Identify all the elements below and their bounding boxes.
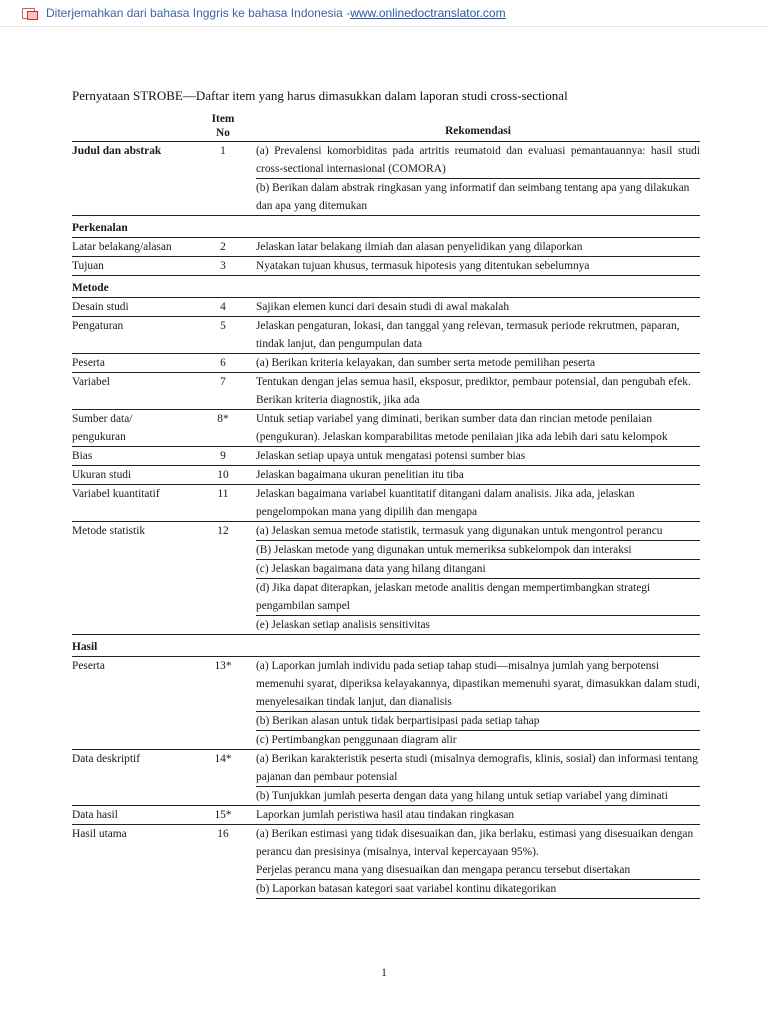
table-row — [72, 541, 700, 560]
item-number: 8* — [190, 410, 256, 447]
recommendation-text: Tentukan dengan jelas semua hasil, eksposur, prediktor, pembaur potensial, dan pengubah efek. Berikan kriteria diagnostik, jika ada — [256, 373, 700, 410]
translator-link[interactable]: www.onlinedoctranslator.com — [350, 6, 506, 20]
table-row — [72, 466, 700, 485]
recommendation-text: (a) Laporkan jumlah individu pada setiap tahap studi—misalnya jumlah yang berpotensi memenuhi syarat, diperiksa kelayakannya, dipastikan memenuhi syarat, dimasukkan dalam studi, menyelesaikan tindak lanjut, dan dianalisis — [256, 657, 700, 712]
recommendation-text: (b) Berikan dalam abstrak ringkasan yang informatif dan seimbang tentang apa yang dilakukan dan apa yang ditemukan — [256, 179, 700, 216]
row-label: Variabel kuantitatif — [72, 485, 190, 522]
recommendation-text: (b) Tunjukkan jumlah peserta dengan data yang hilang untuk setiap variabel yang diminati — [256, 787, 700, 806]
row-label: Metode statistik — [72, 525, 146, 537]
recommendation-text: (b) Laporkan batasan kategori saat variabel kontinu dikategorikan — [256, 880, 700, 899]
item-number: 3 — [190, 257, 256, 276]
strobe-table-container — [72, 110, 700, 899]
row-label: Judul dan abstrak — [72, 145, 162, 157]
item-number: 16 — [217, 828, 229, 840]
recommendation-text: Perjelas perancu mana yang disesuaikan dan mengapa perancu tersebut disertakan — [256, 861, 700, 880]
page-number: 1 — [381, 965, 387, 979]
recommendation-text: (a) Berikan karakteristik peserta studi (misalnya demografis, klinis, sosial) dan informasi tentang pajanan dan pembaur potensial — [256, 750, 700, 787]
item-number: 5 — [190, 317, 256, 354]
table-row — [72, 657, 700, 712]
recommendation-text: Jelaskan bagaimana ukuran penelitian itu tiba — [256, 466, 700, 485]
recommendation-text: (B) Jelaskan metode yang digunakan untuk memeriksa subkelompok dan interaksi — [256, 541, 700, 560]
item-number: 2 — [190, 238, 256, 257]
table-row — [72, 861, 700, 880]
header-rekomendasi: Rekomendasi — [445, 125, 511, 137]
recommendation-text: Laporkan jumlah peristiwa hasil atau tindakan ringkasan — [256, 806, 700, 825]
section-row — [72, 276, 700, 298]
item-number: 6 — [190, 354, 256, 373]
table-row — [72, 522, 700, 541]
table-row — [72, 712, 700, 731]
table-row — [72, 317, 700, 354]
recommendation-text: (c) Pertimbangkan penggunaan diagram alir — [256, 731, 700, 750]
row-label: Variabel — [72, 373, 190, 410]
table-row — [72, 616, 700, 635]
table-row — [72, 485, 700, 522]
table-row — [72, 880, 700, 899]
item-number: 1 — [220, 145, 226, 157]
item-number: 14* — [214, 753, 232, 765]
table-row — [72, 298, 700, 317]
table-row — [72, 373, 700, 410]
row-label: Data deskriptif — [72, 753, 141, 765]
table-row — [72, 731, 700, 750]
recommendation-text: (e) Jelaskan setiap analisis sensitivitas — [256, 616, 700, 635]
table-row — [72, 825, 700, 862]
table-row — [72, 750, 700, 787]
recommendation-text: Nyatakan tujuan khusus, termasuk hipotesis yang ditentukan sebelumnya — [256, 257, 700, 276]
recommendation-text: (a) Berikan estimasi yang tidak disesuaikan dan, jika berlaku, estimasi yang disesuaikan dengan perancu dan presisinya (misalnya, interval kepercayaan 95%). — [256, 828, 694, 858]
section-row — [72, 216, 700, 238]
section-row — [72, 635, 700, 657]
table-row — [72, 354, 700, 373]
recommendation-text: (a) Jelaskan semua metode statistik, termasuk yang digunakan untuk mengontrol perancu — [256, 522, 700, 541]
document-translator-icon — [22, 7, 38, 19]
row-label: Bias — [72, 447, 190, 466]
recommendation-text: (c) Jelaskan bagaimana data yang hilang ditangani — [256, 560, 700, 579]
row-label: Latar belakang/alasan — [72, 238, 190, 257]
item-number: 11 — [190, 485, 256, 522]
table-row — [72, 579, 700, 616]
recommendation-text: Untuk setiap variabel yang diminati, berikan sumber data dan rincian metode penilaian (pengukuran). Jelaskan komparabilitas metode penilaian jika ada lebih dari satu kelompok — [256, 410, 700, 447]
banner-text: Diterjemahkan dari bahasa Inggris ke bahasa Indonesia - — [46, 6, 351, 20]
item-number: 15* — [190, 806, 256, 825]
recommendation-text: Jelaskan bagaimana variabel kuantitatif ditangani dalam analisis. Jika ada, jelaskan pengelompokan mana yang dipilih dan mengapa — [256, 485, 700, 522]
recommendation-text: (a) Berikan kriteria kelayakan, dan sumber serta metode pemilihan peserta — [256, 354, 700, 373]
table-row — [72, 142, 700, 179]
table-row — [72, 806, 700, 825]
row-label: Data hasil — [72, 806, 190, 825]
recommendation-text: (a) Prevalensi komorbiditas pada artritis reumatoid dan evaluasi pemantauannya: hasil studi cross-sectional internasional (COMORA) — [256, 142, 700, 179]
recommendation-text: Jelaskan setiap upaya untuk mengatasi potensi sumber bias — [256, 447, 700, 466]
strobe-checklist-table — [72, 110, 700, 899]
item-number: 10 — [190, 466, 256, 485]
table-row — [72, 787, 700, 806]
row-label: Hasil utama — [72, 828, 127, 840]
section-heading: Hasil — [72, 635, 700, 657]
row-label: Sumber data/ pengukuran — [72, 410, 190, 447]
row-label: Tujuan — [72, 257, 190, 276]
row-label: Ukuran studi — [72, 466, 190, 485]
item-number: 7 — [190, 373, 256, 410]
translation-banner — [0, 0, 768, 27]
section-heading: Metode — [72, 276, 700, 298]
table-row — [72, 238, 700, 257]
recommendation-text: (b) Berikan alasan untuk tidak berpartisipasi pada setiap tahap — [256, 712, 700, 731]
table-row — [72, 447, 700, 466]
header-item-no: Item No — [211, 113, 235, 139]
recommendation-text: Jelaskan pengaturan, lokasi, dan tanggal yang relevan, termasuk periode rekrutmen, paparan, tindak lanjut, dan pengumpulan data — [256, 317, 700, 354]
section-heading: Perkenalan — [72, 216, 700, 238]
row-label: Peserta — [72, 660, 105, 672]
recommendation-text: (d) Jika dapat diterapkan, jelaskan metode analitis dengan mempertimbangkan strategi pengambilan sampel — [256, 579, 700, 616]
table-header-row — [72, 110, 700, 142]
item-number: 9 — [190, 447, 256, 466]
table-row — [72, 257, 700, 276]
row-label: Desain studi — [72, 298, 190, 317]
recommendation-text: Jelaskan latar belakang ilmiah dan alasan penyelidikan yang dilaporkan — [256, 238, 700, 257]
table-row — [72, 410, 700, 447]
table-row — [72, 179, 700, 216]
table-row — [72, 560, 700, 579]
document-title: Pernyataan STROBE—Daftar item yang harus dimasukkan dalam laporan studi cross-sectional — [72, 88, 568, 103]
row-label: Peserta — [72, 354, 190, 373]
row-label: Pengaturan — [72, 317, 190, 354]
item-number: 4 — [190, 298, 256, 317]
item-number: 12 — [217, 525, 229, 537]
recommendation-text: Sajikan elemen kunci dari desain studi di awal makalah — [256, 298, 700, 317]
item-number: 13* — [214, 660, 232, 672]
